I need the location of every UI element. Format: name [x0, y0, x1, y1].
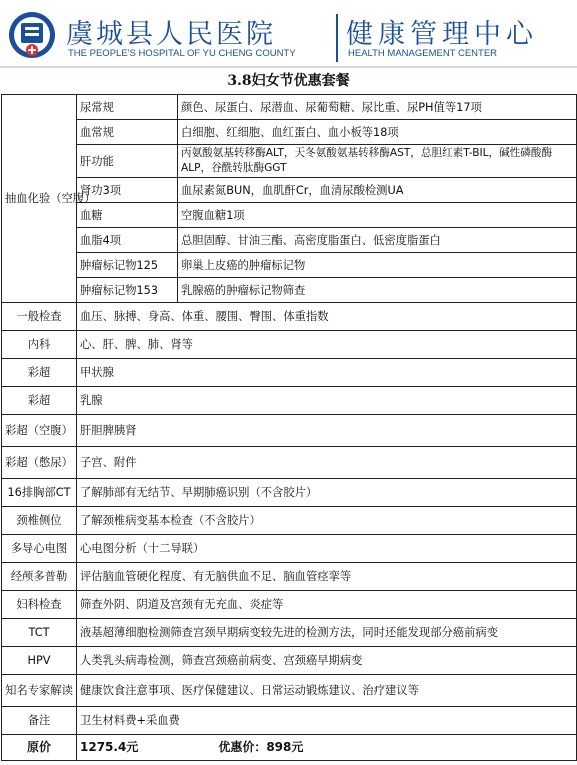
center-name-en: HEALTH MANAGEMENT CENTER: [348, 48, 498, 59]
hospital-name-en: THE PEOPLE'S HOSPITAL OF YU CHENG COUNTY: [68, 48, 296, 59]
table-row: [2, 387, 577, 415]
price-label: 原价: [2, 735, 77, 761]
table-row: [2, 415, 577, 447]
row-category: 彩超（空腹）: [2, 415, 77, 447]
row-description: 筛查外阴、阴道及宫颈有无充血、炎症等: [77, 591, 577, 619]
row-description: 评估脑血管硬化程度、有无脑供血不足、脑血管痉挛等: [77, 563, 577, 591]
row-category: 颈椎侧位: [2, 507, 77, 535]
table-row: [2, 619, 577, 647]
table-row: [2, 359, 577, 387]
original-price: 1275.4元: [80, 740, 139, 754]
table-row: [2, 120, 577, 145]
row-description: 心、肝、脾、肺、肾等: [77, 331, 577, 359]
table-row: [2, 563, 577, 591]
row-description: 心电图分析（十二导联）: [77, 535, 577, 563]
item-name: 血糖: [77, 203, 178, 228]
table-row: [2, 203, 577, 228]
row-category: 彩超（憋尿）: [2, 447, 77, 479]
item-name: 尿常规: [77, 95, 178, 120]
item-description: 血尿素氮BUN，血肌酐Cr，血清尿酸检测UA: [178, 178, 577, 203]
center-name-cn: 健康管理中心: [346, 19, 538, 50]
table-row: [2, 707, 577, 735]
item-description: 白细胞、红细胞、血红蛋白、血小板等18项: [178, 120, 577, 145]
package-title: 3.8妇女节优惠套餐: [227, 73, 350, 89]
table-row: [2, 535, 577, 563]
table-row: [2, 228, 577, 253]
table-row: [2, 675, 577, 707]
header-divider: [336, 14, 338, 62]
item-description: 卵巢上皮癌的肿瘤标记物: [178, 253, 577, 278]
table-row: [2, 303, 577, 331]
item-name: 肿瘤标记物153: [77, 278, 178, 303]
table-row: [2, 331, 577, 359]
header: [0, 0, 577, 66]
table-row: [2, 95, 577, 120]
item-description: 空腹血糖1项: [178, 203, 577, 228]
item-description: 总胆固醇、甘油三酯、高密度脂蛋白、低密度脂蛋白: [178, 228, 577, 253]
table-row: [2, 479, 577, 507]
table-row: [2, 253, 577, 278]
row-description: 人类乳头病毒检测，筛查宫颈癌前病变、宫颈癌早期病变: [77, 647, 577, 675]
row-description: 卫生材料费+采血费: [77, 707, 577, 735]
row-description: 健康饮食注意事项、医疗保健建议、日常运动锻炼建议、治疗建议等: [77, 675, 577, 707]
table-row: [2, 507, 577, 535]
package-table: [1, 94, 577, 761]
item-name: 血常规: [77, 120, 178, 145]
table-row: [2, 278, 577, 303]
row-category: 多导心电图: [2, 535, 77, 563]
price-row: [2, 735, 577, 761]
row-description: 甲状腺: [77, 359, 577, 387]
item-name: 肿瘤标记物125: [77, 253, 178, 278]
item-name: 肾功3项: [77, 178, 178, 203]
item-description: 乳腺癌的肿瘤标记物筛查: [178, 278, 577, 303]
item-name: 肝功能: [77, 145, 178, 178]
table-row: [2, 447, 577, 479]
price-values: [77, 735, 577, 761]
row-description: 乳腺: [77, 387, 577, 415]
row-category: TCT: [2, 619, 77, 647]
item-description: 丙氨酸氨基转移酶ALT，天冬氨酸氨基转移酶AST，总胆红素T-BIL，碱性磷酸酶ALP，谷酰转肽酶GGT: [178, 145, 577, 178]
table-row: [2, 591, 577, 619]
row-category: 彩超: [2, 387, 77, 415]
header-rule: [0, 66, 577, 68]
row-category: HPV: [2, 647, 77, 675]
row-category: 妇科检查: [2, 591, 77, 619]
row-category: 内科: [2, 331, 77, 359]
row-category: 彩超: [2, 359, 77, 387]
row-category: 16排胸部CT: [2, 479, 77, 507]
table-row: [2, 647, 577, 675]
item-description: 颜色、尿蛋白、尿潜血、尿葡萄糖、尿比重、尿PH值等17项: [178, 95, 577, 120]
row-category: 经颅多普勒: [2, 563, 77, 591]
row-description: 肝胆脾胰肾: [77, 415, 577, 447]
row-description: 血压、脉搏、身高、体重、腰围、臀围、体重指数: [77, 303, 577, 331]
row-category: 一般检查: [2, 303, 77, 331]
row-category: 知名专家解读: [2, 675, 77, 707]
row-description: 了解颈椎病变基本检查（不含胶片）: [77, 507, 577, 535]
item-name: 血脂4项: [77, 228, 178, 253]
blood-test-category: 抽血化验（空腹）: [2, 95, 77, 303]
hospital-name-cn: 虞城县人民医院: [66, 19, 276, 50]
row-description: 子宫、附件: [77, 447, 577, 479]
discount-price: 优惠价：898元: [218, 740, 304, 754]
row-category: 备注: [2, 707, 77, 735]
row-description: 了解肺部有无结节、早期肺癌识别（不含胶片）: [77, 479, 577, 507]
row-description: 液基超薄细胞检测筛查宫颈早期病变较先进的检测方法，同时还能发现部分癌前病变: [77, 619, 577, 647]
table-row: [2, 145, 577, 178]
hospital-logo-icon: [7, 10, 57, 60]
